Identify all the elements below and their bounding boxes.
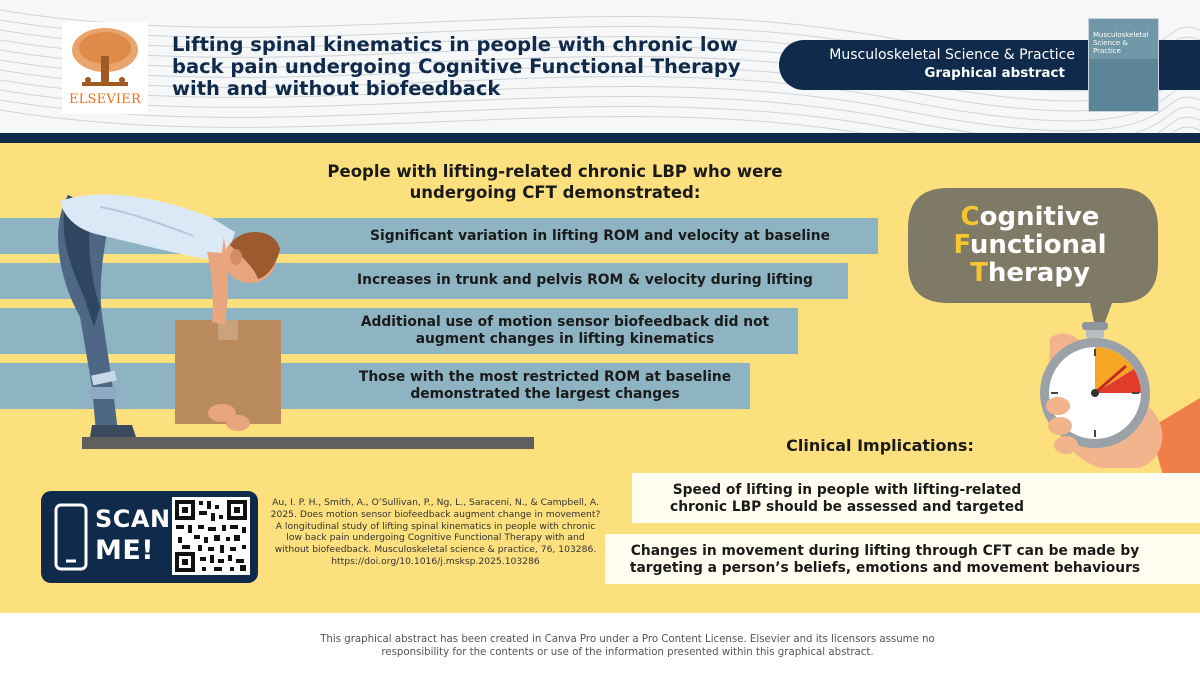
cover-image: [1089, 59, 1159, 112]
clinical-text-2: Changes in movement during lifting through CFT can be made by targeting a person’s beliefs, emotions and movement behaviours: [629, 543, 1141, 576]
finding-text-4: Those with the most restricted ROM at baseline demonstrated the largest changes: [358, 369, 732, 402]
cft-line-1: [930, 203, 1130, 232]
qr-code-icon: [172, 497, 250, 575]
cft-line-3: [930, 259, 1130, 288]
finding-text-3: Additional use of motion sensor biofeedback did not augment changes in lifting kinematics: [360, 314, 770, 347]
cft-initial-c: C: [960, 202, 980, 232]
journal-name: Musculoskeletal Science & Practice: [829, 47, 1075, 63]
scan-text: SCAN: [95, 505, 171, 533]
cover-title: Musculoskeletal Science & Practice: [1093, 31, 1149, 55]
lead-statement: People with lifting-related chronic LBP who were undergoing CFT demonstrated:: [327, 162, 783, 202]
phone-icon: [54, 503, 88, 571]
elsevier-logo: [62, 22, 148, 114]
clinical-implications-title: Clinical Implications:: [786, 436, 974, 455]
finding-text-1: Significant variation in lifting ROM and velocity at baseline: [370, 228, 830, 244]
footer: [0, 613, 1200, 675]
page-title: Lifting spinal kinematics in people with chronic low back pain undergoing Cognitive Functional Therapy with and without biofeedback: [172, 33, 741, 100]
cft-rest-1: ognitive: [979, 202, 1100, 232]
tree-icon: [68, 24, 142, 90]
header: [0, 0, 1200, 133]
citation: Au, I. P. H., Smith, A., O’Sullivan, P., Ng, L., Saraceni, N., & Campbell, A. 2025. Does motion sensor biofeedback augment change in movement? A longitudinal study of lifting spinal kinematics in people with chronic low back pain undergoing Cognitive Functional Therapy with and without biofeedback. Musculoskeletal science & practice, 76, 103286. https://doi.org/10.1016/j.msksp.2025.103286: [270, 497, 601, 567]
journal-cover: [1088, 18, 1159, 112]
me-text: ME!: [95, 535, 155, 566]
cft-initial-t: T: [970, 258, 988, 288]
header-divider: [0, 133, 1200, 143]
clinical-text-1: Speed of lifting in people with lifting-related chronic LBP should be assessed and targeted: [670, 482, 1024, 515]
stopwatch-icon: [1030, 318, 1200, 483]
journal-subtitle: Graphical abstract: [924, 65, 1065, 81]
cft-rest-2: unctional: [969, 230, 1107, 260]
cft-line-2: [930, 231, 1130, 260]
disclaimer: This graphical abstract has been created in Canva Pro under a Pro Content License. Elsevier and its licensors assume no responsibility for the contents or use of the information presented within this graphical abstract.: [320, 634, 935, 658]
cft-initial-f: F: [953, 230, 970, 260]
cft-rest-3: herapy: [987, 258, 1090, 288]
elsevier-wordmark: ELSEVIER: [69, 92, 141, 107]
qr-code[interactable]: [172, 497, 250, 575]
finding-text-2: Increases in trunk and pelvis ROM & velocity during lifting: [357, 272, 813, 288]
